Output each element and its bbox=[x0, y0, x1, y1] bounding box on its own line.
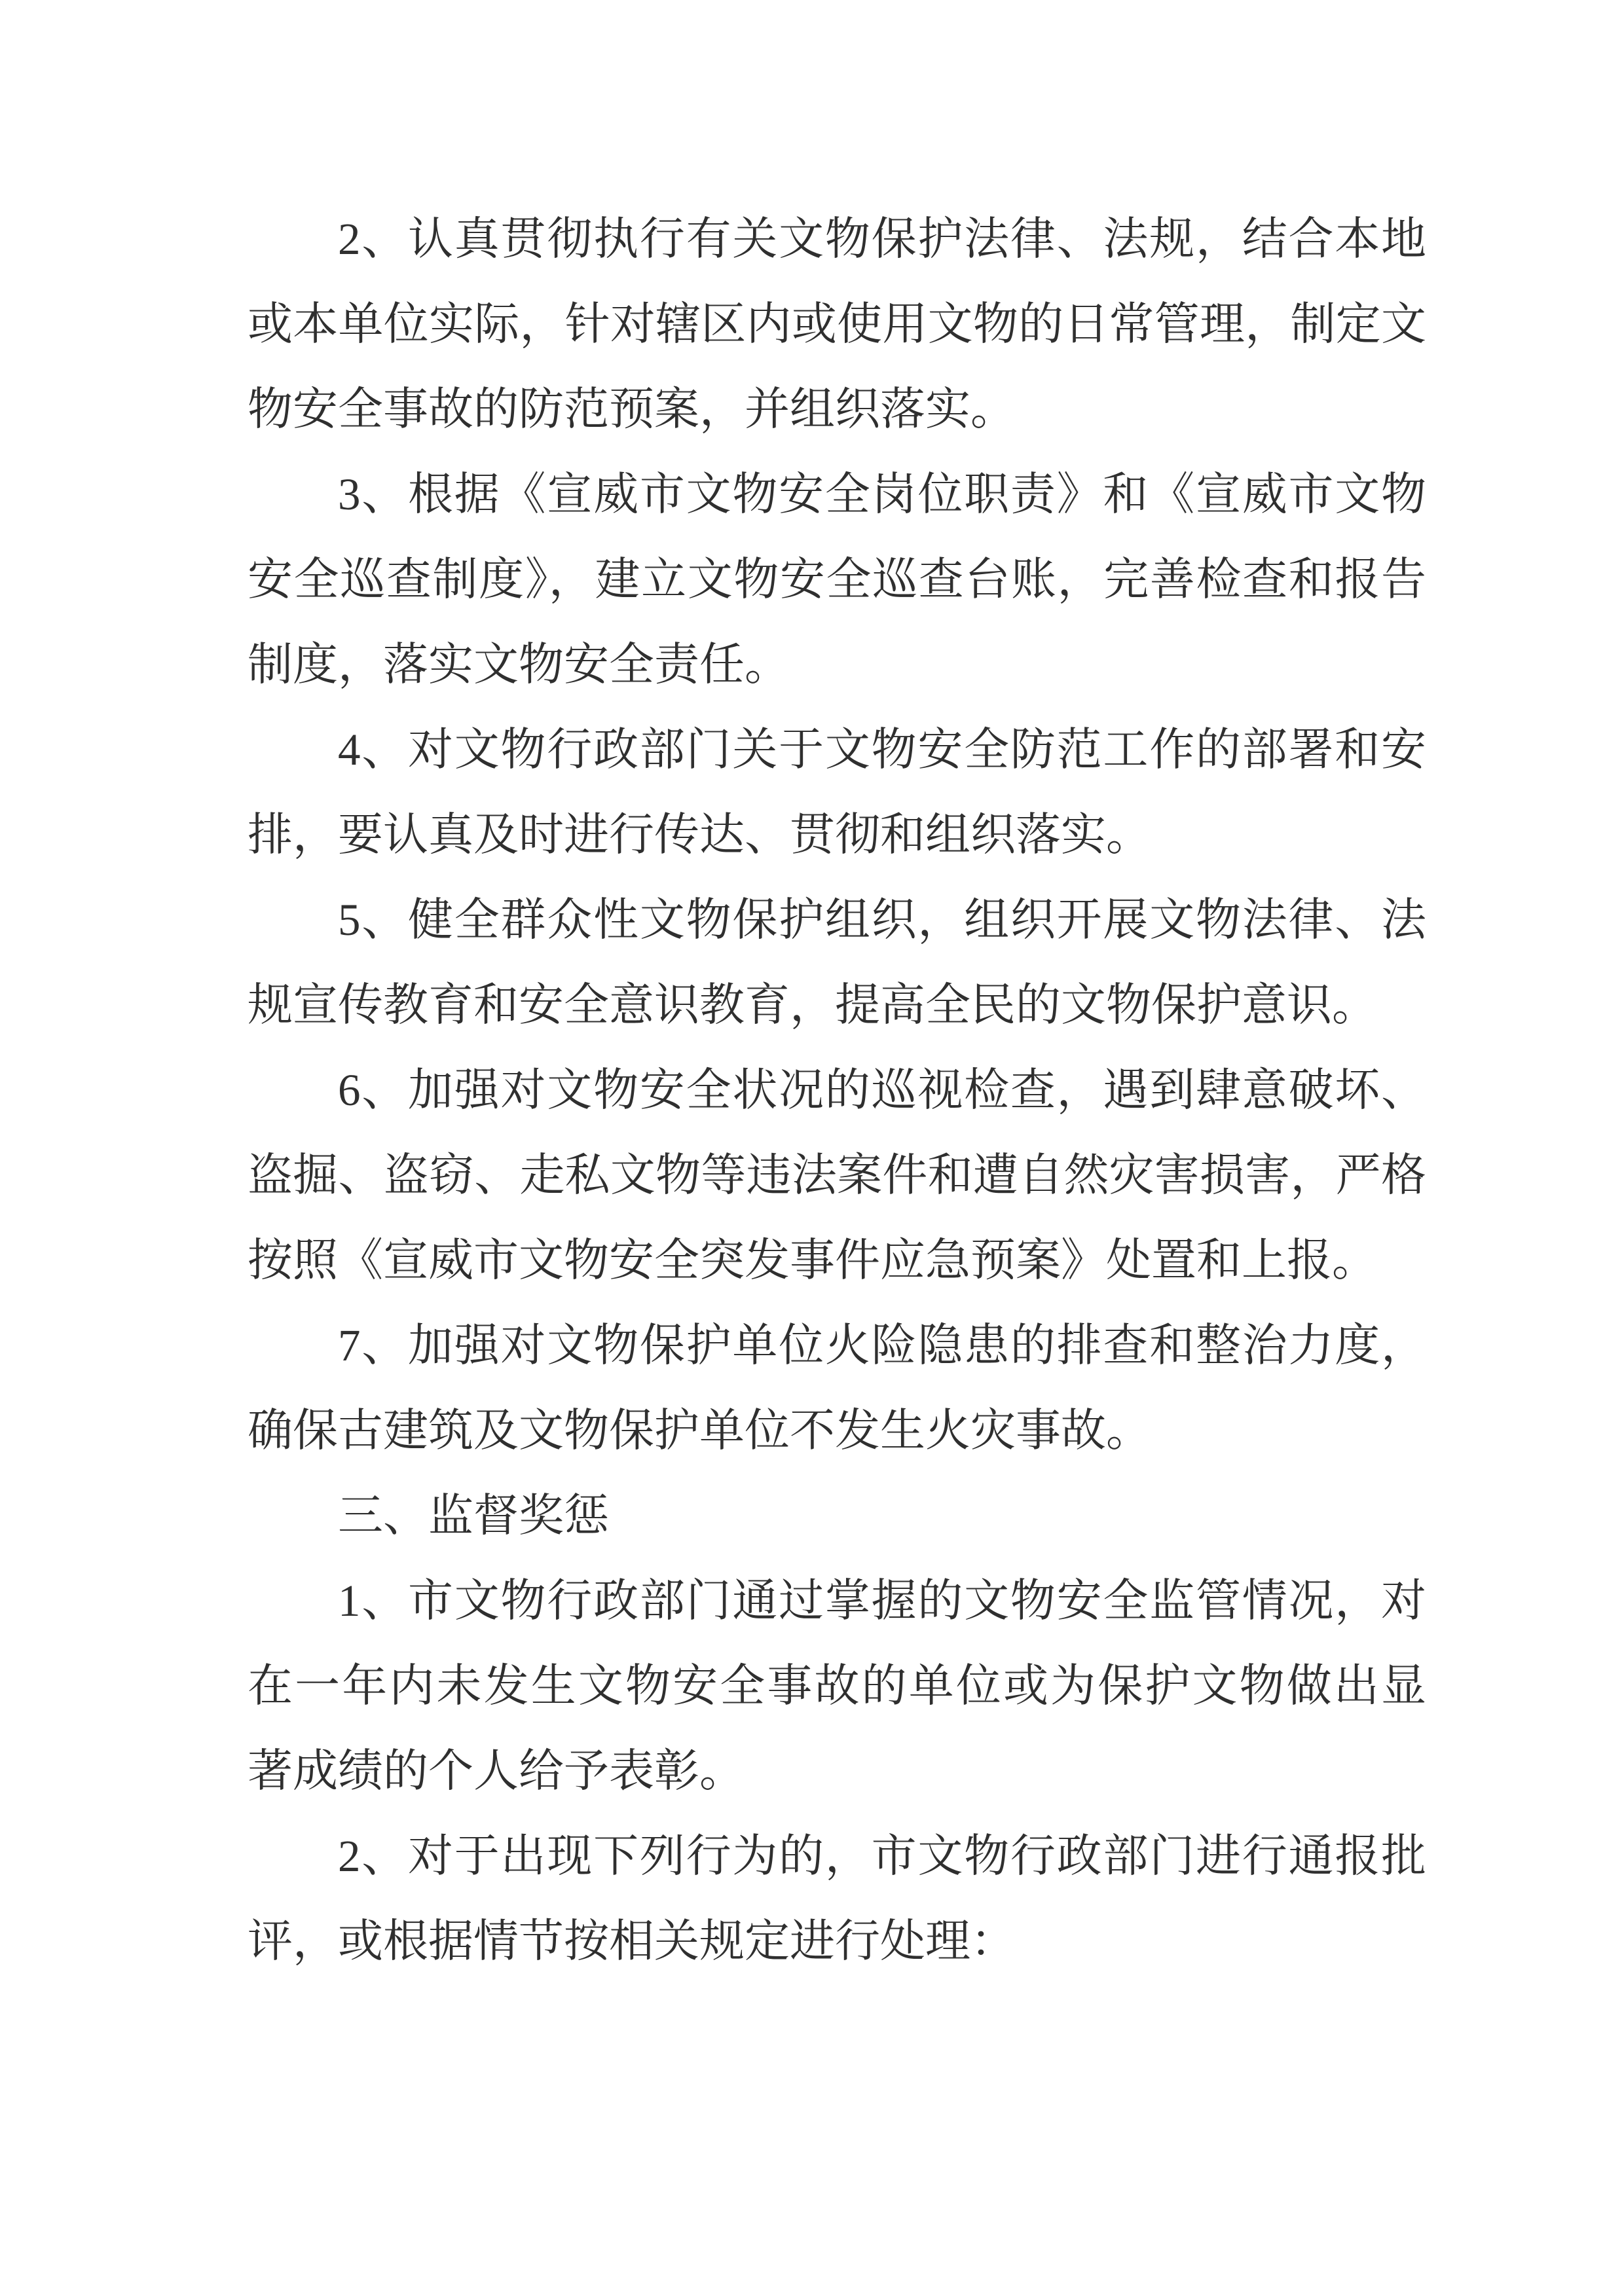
text-line: 物安全事故的防范预案，并组织落实。 bbox=[248, 384, 1016, 434]
text-line: 排，要认真及时进行传达、贯彻和组织落实。 bbox=[248, 810, 1151, 860]
text-line: 按照《宣威市文物安全突发事件应急预案》处置和上报。 bbox=[248, 1235, 1377, 1285]
text-line: 1、市文物行政部门通过掌握的文物安全监管情况，对 bbox=[338, 1576, 1426, 1626]
text-line: 安全巡查制度》，建立文物安全巡查台账，完善检查和报告 bbox=[248, 555, 1426, 604]
text-line: 著成绩的个人给予表彰。 bbox=[248, 1746, 745, 1796]
text-line: 确保古建筑及文物保护单位不发生火灾事故。 bbox=[248, 1406, 1151, 1455]
text-line: 在一年内未发生文物安全事故的单位或为保护文物做出显 bbox=[248, 1661, 1426, 1711]
text-line: 或本单位实际，针对辖区内或使用文物的日常管理，制定文 bbox=[248, 299, 1426, 349]
text-line: 规宣传教育和安全意识教育，提高全民的文物保护意识。 bbox=[248, 980, 1377, 1030]
text-line: 7、加强对文物保护单位火险隐患的排查和整治力度， bbox=[338, 1321, 1426, 1370]
text-line: 3、根据《宣威市文物安全岗位职责》和《宣威市文物 bbox=[338, 469, 1426, 519]
text-line: 4、对文物行政部门关于文物安全防范工作的部署和安 bbox=[338, 725, 1426, 774]
text-line: 2、认真贯彻执行有关文物保护法律、法规，结合本地 bbox=[338, 214, 1426, 264]
text-line: 6、加强对文物安全状况的巡视检查，遇到肆意破坏、 bbox=[338, 1065, 1426, 1115]
section-heading: 三、监督奖惩 bbox=[338, 1491, 609, 1540]
text-line: 盗掘、盗窃、走私文物等违法案件和遭自然灾害损害，严格 bbox=[248, 1150, 1426, 1200]
text-line: 2、对于出现下列行为的，市文物行政部门进行通报批 bbox=[338, 1831, 1426, 1881]
text-line: 5、健全群众性文物保护组织，组织开展文物法律、法 bbox=[338, 895, 1426, 945]
text-line: 评，或根据情节按相关规定进行处理： bbox=[248, 1916, 1016, 1966]
text-line: 制度，落实文物安全责任。 bbox=[248, 640, 790, 689]
